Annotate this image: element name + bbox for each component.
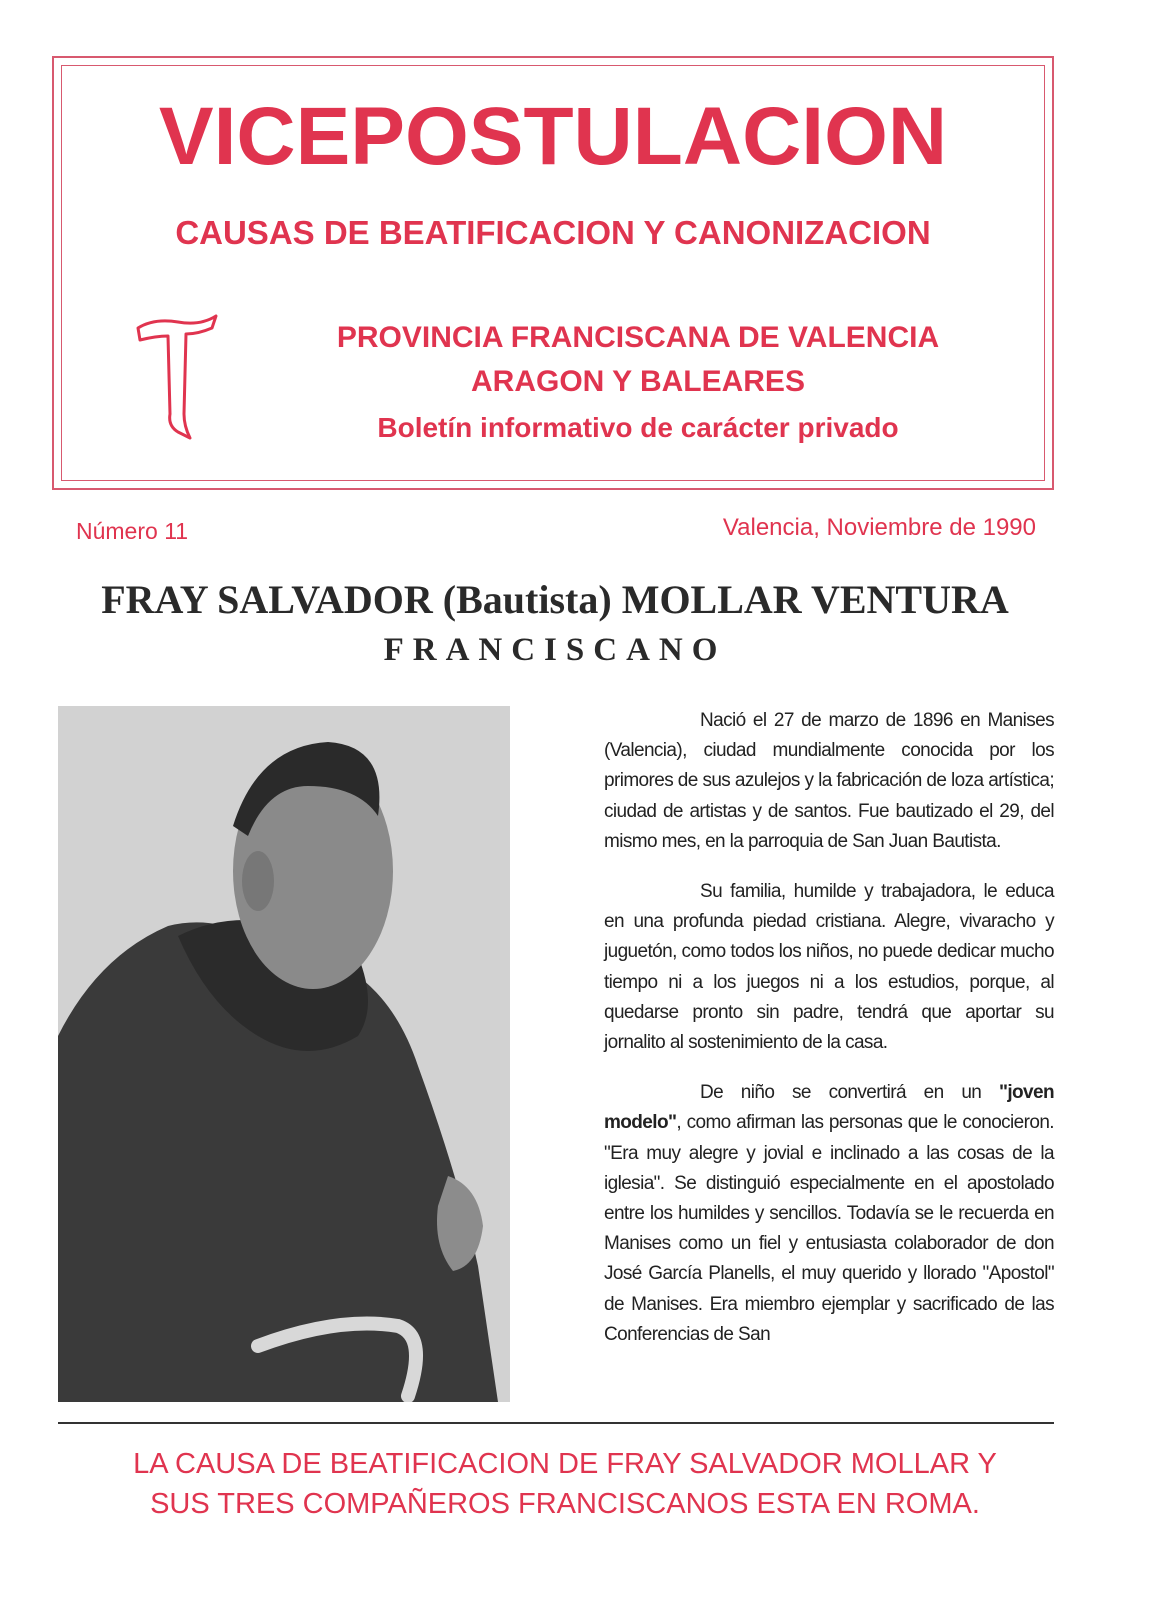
paragraph-3-start: De niño se convertirá en un <box>700 1082 999 1104</box>
portrait-photo <box>58 706 510 1402</box>
place-date: Valencia, Noviembre de 1990 <box>722 514 1036 541</box>
article-paragraph-2: Su familia, humilde y trabajadora, le educa en una profunda piedad cristiana. Alegre, vivaracho y juguetón, como todos los niños, no puede dedicar mucho tiempo ni a los juegos ni a los estudios, porque, al quedarse pronto sin padre, tendrá que aportar su jornalito al sostenimiento de la casa. <box>604 881 1054 1054</box>
masthead-box <box>52 56 1054 490</box>
footer-announcement <box>0 1444 1130 1524</box>
boletin-note: Boletín informativo de carácter privado <box>377 412 899 443</box>
province-name <box>272 316 1004 404</box>
footer-divider <box>58 1422 1054 1424</box>
province-line-2: ARAGON Y BALEARES <box>471 365 805 398</box>
publication-title: VICEPOSTULACION <box>158 91 948 182</box>
article-paragraph-3 <box>604 1078 1054 1350</box>
article-headline: FRAY SALVADOR (Bautista) MOLLAR VENTURA <box>101 577 1009 622</box>
joven-modelo-emphasis: "joven modelo" <box>604 1082 1054 1134</box>
province-line-1: PROVINCIA FRANCISCANA DE VALENCIA <box>336 321 940 354</box>
publication-subtitle: CAUSAS DE BEATIFICACION Y CANONIZACION <box>175 214 931 251</box>
friar-portrait-illustration <box>58 706 510 1402</box>
footer-line-2: SUS TRES COMPAÑEROS FRANCISCANOS ESTA EN ROMA. <box>150 1488 980 1520</box>
tau-cross-icon <box>134 314 220 442</box>
article-body <box>604 706 1054 1370</box>
issue-number: Número 11 <box>76 518 189 544</box>
paragraph-3-rest: , como afirman las personas que le conocieron. "Era muy alegre y jovial e inclinado a las cosas de la iglesia". Se distinguió especialmente en el apostolado entre los humildes y sencillos. Todavía se le recuerda en Manises como un fiel y entusiasta colaborador de don José García Planells, el muy querido y llorado "Apostol" de Manises. Era miembro ejemplar y sacrificado de las Conferencias de San <box>604 1112 1054 1345</box>
footer-line-1: LA CAUSA DE BEATIFICACION DE FRAY SALVADOR MOLLAR Y <box>133 1448 997 1480</box>
article-subheadline: FRANCISCANO <box>383 632 727 668</box>
masthead-inner-frame <box>61 65 1045 481</box>
article-paragraph-1: Nació el 27 de marzo de 1896 en Manises (Valencia), ciudad mundialmente conocida por los primores de sus azulejos y la fabricación de loza artística; ciudad de artistas y de santos. Fue bautizado el 29, del mismo mes, en la parroquia de San Juan Bautista. <box>604 710 1054 852</box>
